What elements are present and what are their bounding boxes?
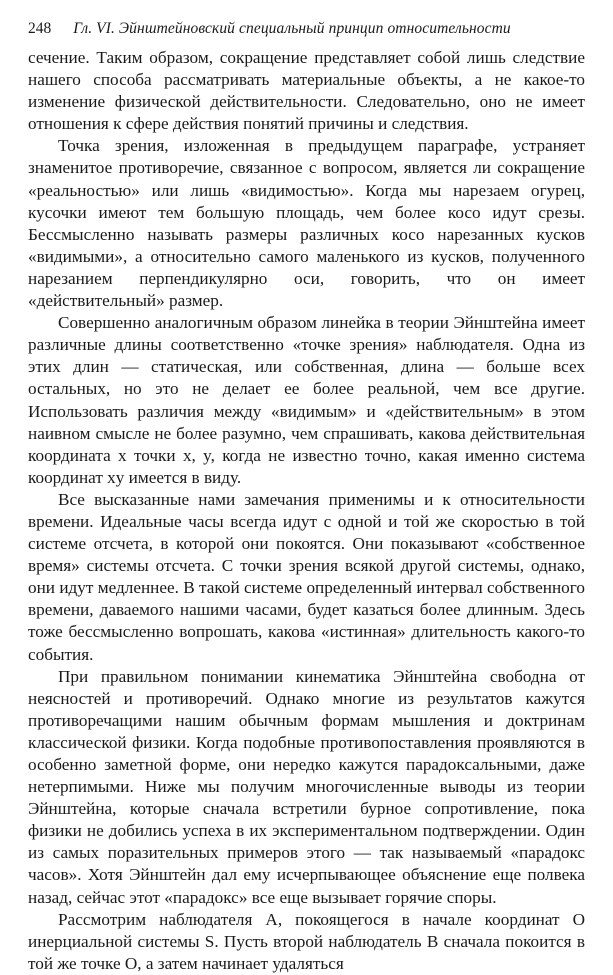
running-title: Гл. VI. Эйнштейновский специальный принцип относительности — [73, 20, 511, 37]
paragraph-4: Все высказанные нами замечания применимы и к относительности времени. Идеальные часы всегда идут с одной и той же скоростью в той системе отсчета, в которой они покоятся. Они показывают «собственное время» системы отсчета. С точки зрения всякой другой системы, однако, они идут медленнее. В такой системе определенный интервал собственного времени, даваемого нашими часами, будет казаться более длинным. Здесь тоже бессмысленно вопрошать, какова «истинная» длительность какого-то события. — [28, 489, 585, 664]
paragraph-5: При правильном понимании кинематика Эйнштейна свободна от неясностей и противоречий. Однако многие из результатов кажутся противоречащими нашим обычным формам мышления и доктринам классической физики. Когда подобные противопоставления проявляются в особенно заметной форме, они нередко кажутся парадоксальными, даже нетерпимыми. Ниже мы получим многочисленные выводы из теории Эйнштейна, которые сначала встретили бурное сопротивление, пока физики не добились успеха в их экспериментальном подтверждении. Один из самых поразительных примеров этого — так называемый «парадокс часов». Хотя Эйнштейн дал ему исчерпывающее объяснение еще полвека назад, сейчас этот «парадокс» все еще вызывает горячие споры. — [28, 666, 585, 907]
running-header — [28, 18, 585, 40]
paragraph-2: Точка зрения, изложенная в предыдущем параграфе, устраняет знаменитое противоречие, связанное с вопросом, является ли сокращение «реальностью» или лишь «видимостью». Когда мы нарезаем огурец, кусочки имеют тем большую площадь, чем более косо идут срезы. Бессмысленно называть размеры различных косо нарезанных кусков «видимыми», а относительно самого маленького из кусков, полученного нарезанием перпендикулярно оси, говорить, что он имеет «действительный» размер. — [28, 136, 585, 311]
paragraph-1: сечение. Таким образом, сокращение представляет собой лишь следствие нашего способа рассматривать материальные объекты, а не какое-то изменение физической действительности. Следовательно, оно не имеет отношения к сфере действия понятий причины и следствия. — [28, 48, 585, 134]
body-text — [28, 47, 585, 975]
paragraph-3: Совершенно аналогичным образом линейка в теории Эйнштейна имеет различные длины соответственно «точке зрения» наблюдателя. Одна из этих длин — статическая, или собственная, длина — больше всех остальных, но это не делает ее более реальной, чем все другие. Использовать различия между «видимым» и «действительным» в этом наивном смысле не более разумно, чем спрашивать, какова действительная координата x точки x, y, когда не известно точно, какая именно система координат xy имеется в виду. — [28, 313, 585, 487]
paragraph-6: Рассмотрим наблюдателя A, покоящегося в начале координат O инерциальной системы S. Пусть второй наблюдатель B сначала покоится в той же точке O, а затем начинает удаляться — [28, 909, 585, 973]
page-number: 248 — [28, 20, 52, 37]
